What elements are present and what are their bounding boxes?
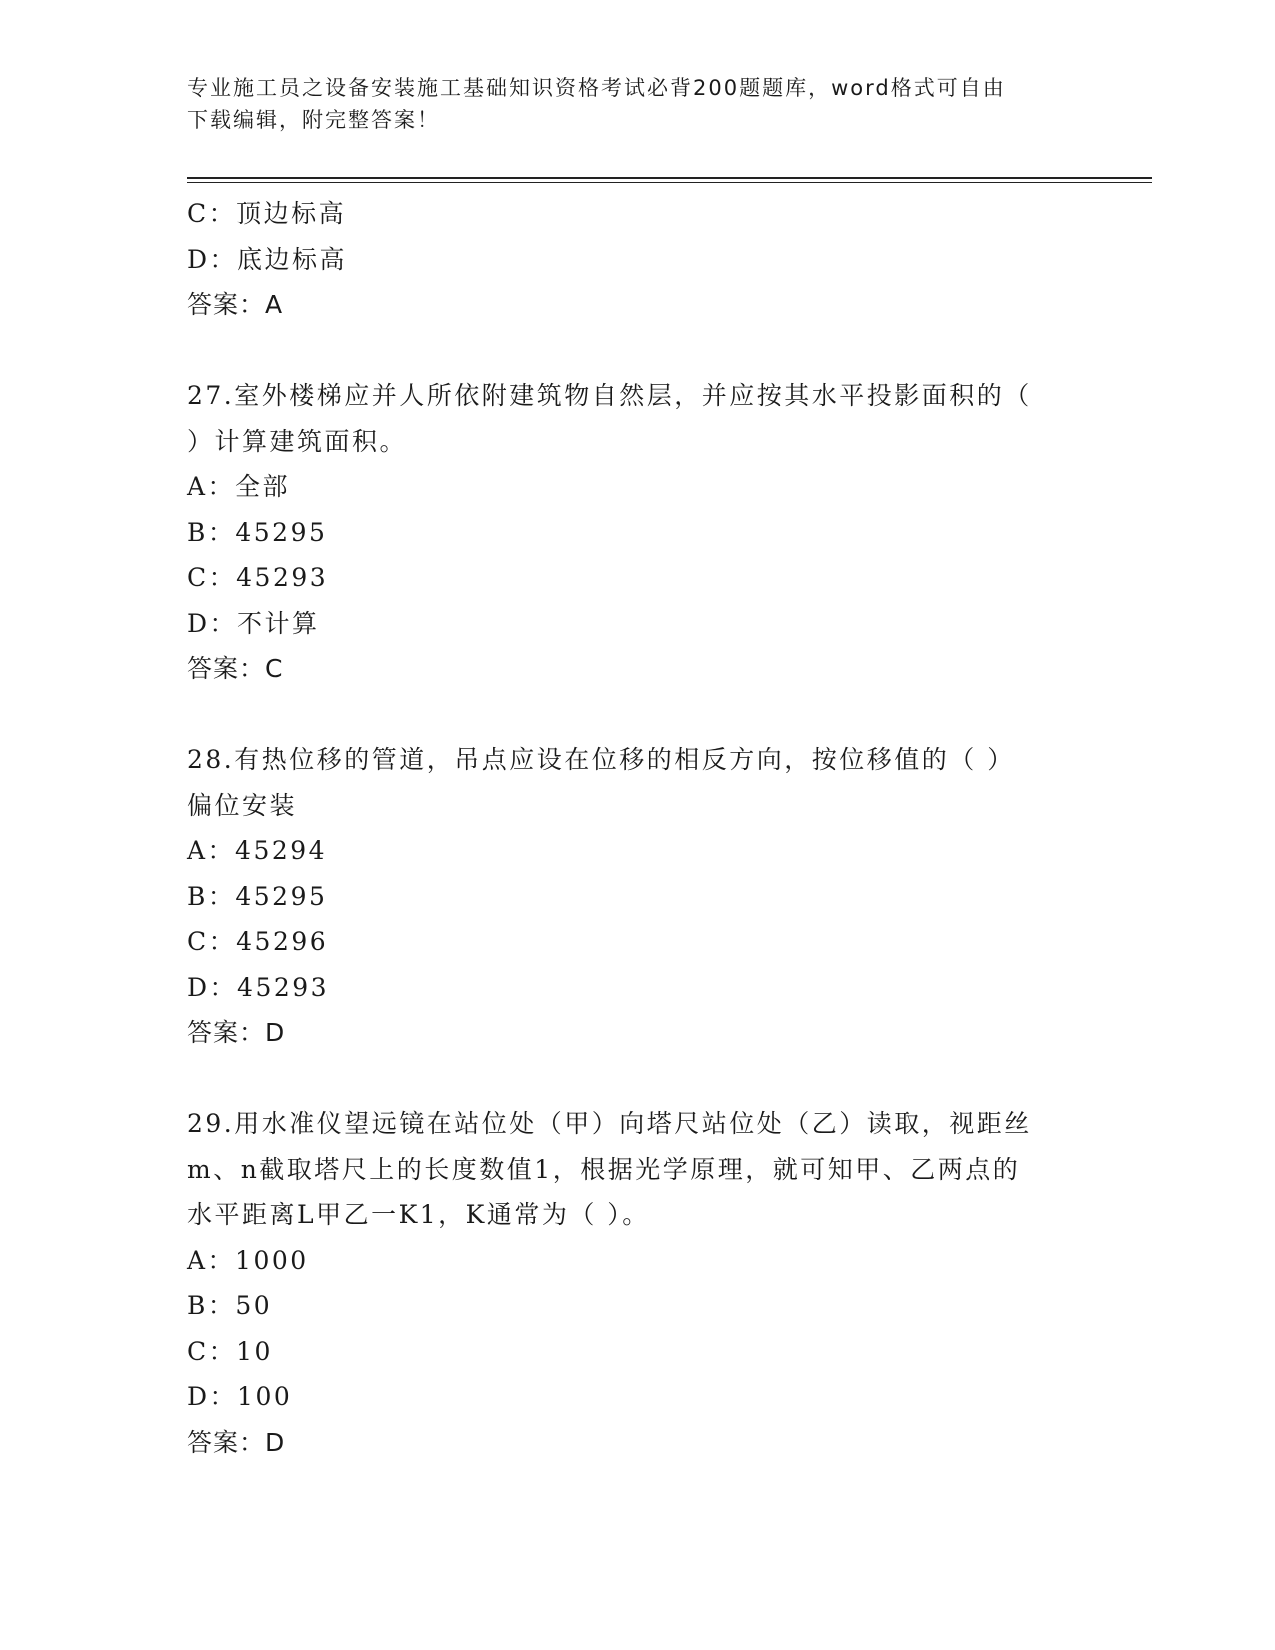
question-stem-line: 偏位安装	[187, 790, 298, 820]
answer-line: 答案：C	[187, 654, 284, 683]
header-line-1: 专业施工员之设备安装施工基础知识资格考试必背200题题库，word格式可自由	[187, 76, 1006, 100]
option-line: A：1000	[187, 1245, 309, 1275]
spacer	[187, 1056, 1087, 1102]
header-line-2: 下载编辑，附完整答案！	[187, 108, 440, 132]
header-divider-thin	[187, 182, 1152, 183]
answer-line: 答案：A	[187, 290, 284, 319]
answer-line: 答案：D	[187, 1427, 286, 1457]
option-line: B：45295	[187, 881, 328, 911]
option-line: C：45293	[187, 563, 329, 592]
question-stem-line: m、n截取塔尺上的长度数值1，根据光学原理，就可知甲、乙两点的	[187, 1154, 1021, 1184]
option-line: C：10	[187, 1336, 273, 1366]
answer-line: 答案：D	[187, 1018, 286, 1047]
option-line: D：底边标高	[187, 244, 348, 274]
question-stem-line: ）计算建筑面积。	[187, 426, 408, 456]
option-line: B：45295	[187, 517, 328, 547]
question-29	[187, 1101, 1087, 1465]
option-line: D：45293	[187, 972, 330, 1002]
option-line: B：50	[187, 1291, 273, 1320]
question-27	[187, 373, 1087, 692]
header-divider-thick	[187, 177, 1152, 179]
spacer	[187, 692, 1087, 738]
carry-over-question	[187, 191, 1087, 328]
question-28	[187, 737, 1087, 1056]
spacer	[187, 328, 1087, 374]
question-stem-line: 28.有热位移的管道，吊点应设在位移的相反方向，按位移值的（ ）	[187, 745, 1015, 774]
option-line: A：45294	[187, 836, 328, 865]
question-stem-line: 水平距离L甲乙一K1，K通常为（ ）。	[187, 1200, 650, 1229]
question-stem-line: 29.用水准仪望远镜在站位处（甲）向塔尺站位处（乙）读取，视距丝	[187, 1109, 1032, 1138]
document-header	[187, 72, 1067, 136]
option-line: A：全部	[187, 472, 291, 501]
option-line: C：顶边标高	[187, 199, 347, 228]
option-line: D：100	[187, 1382, 293, 1411]
option-line: D：不计算	[187, 608, 320, 638]
question-list	[187, 191, 1087, 1465]
question-stem-line: 27.室外楼梯应并人所依附建筑物自然层，并应按其水平投影面积的（	[187, 381, 1032, 410]
option-line: C：45296	[187, 927, 329, 956]
